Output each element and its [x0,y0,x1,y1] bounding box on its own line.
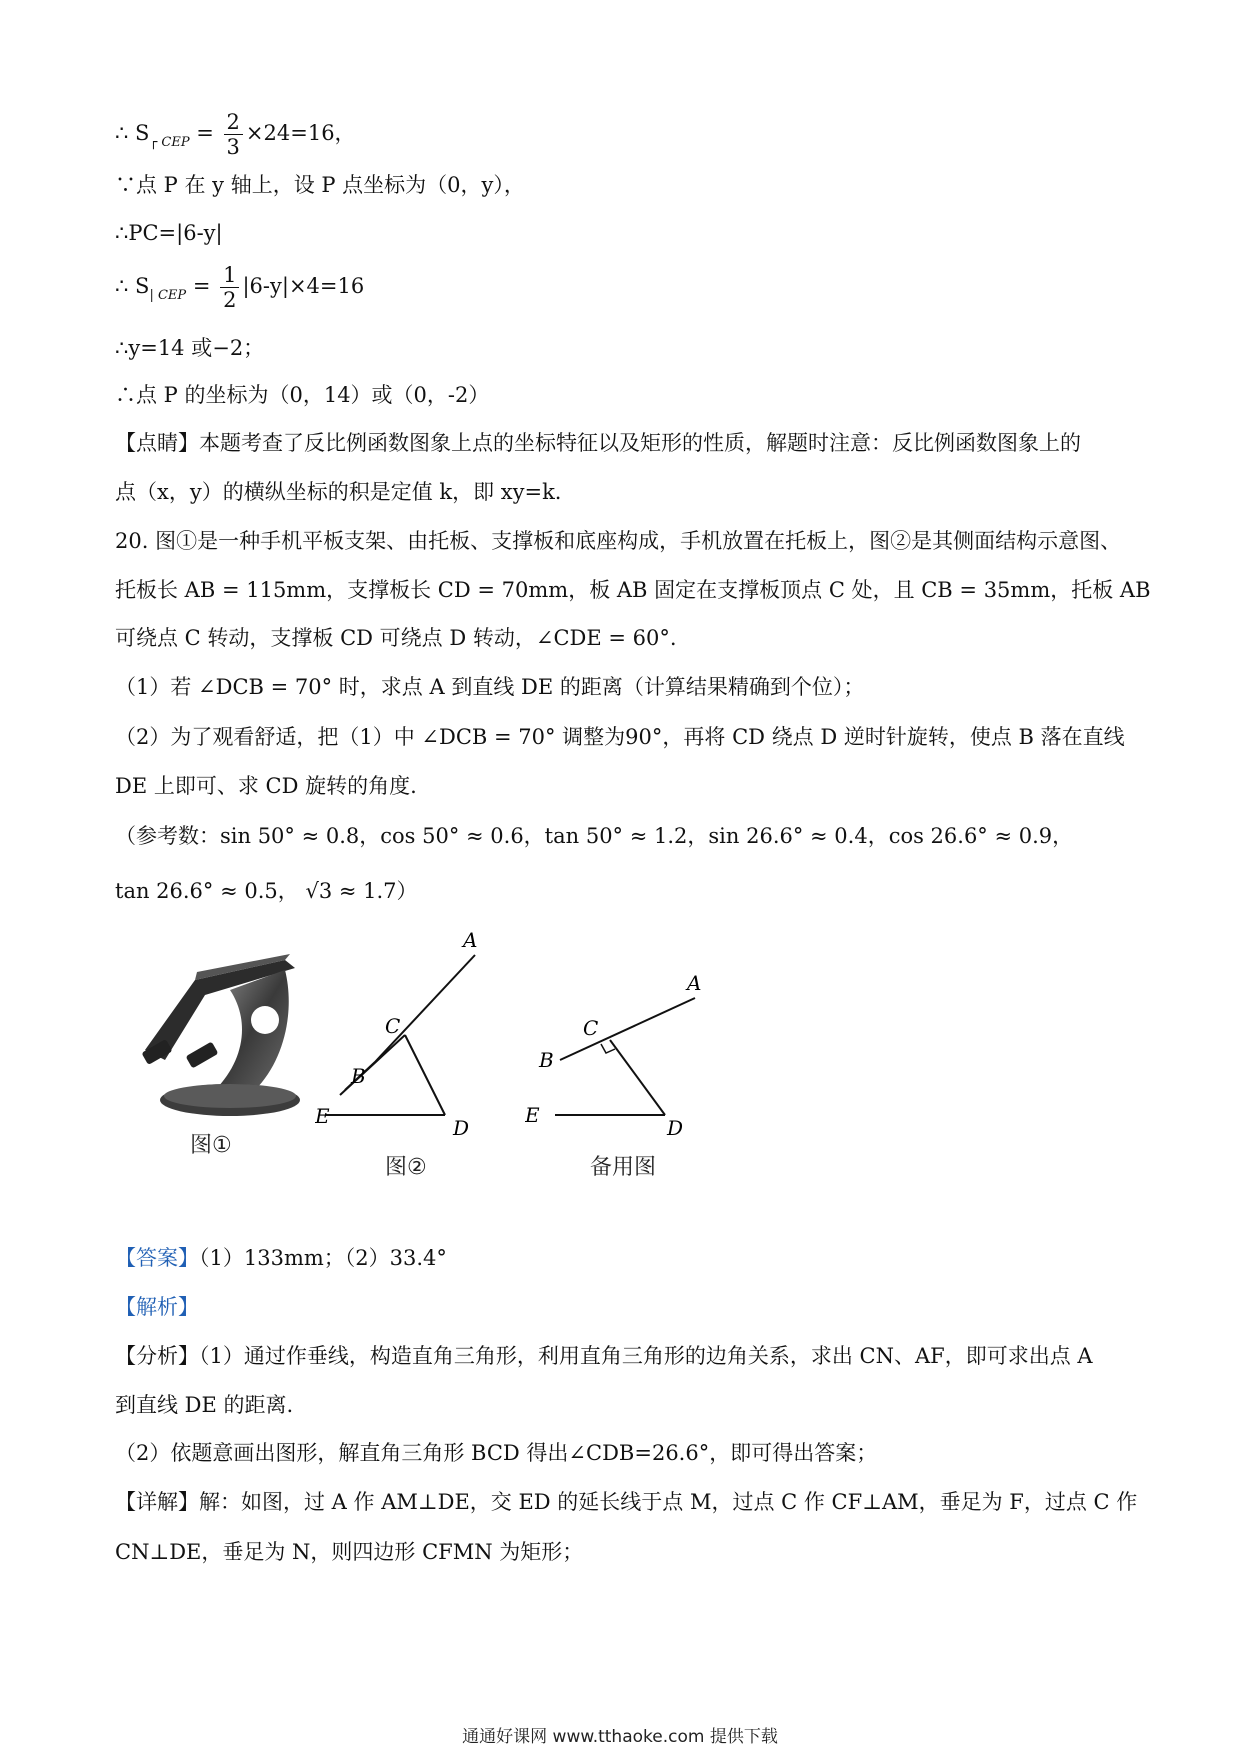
line-13: （2）为了观看舒适，把（1）中 ∠DCB = 70° 调整为90°，再将 CD 绕点 D 逆时针旋转，使点 B 落在直线 [115,725,1125,749]
line-12: （1）若 ∠DCB = 70° 时，求点 A 到直线 DE 的距离（计算结果精确到个位）； [115,675,865,699]
point-label-E: E [315,1104,330,1128]
phone-stand-photo [135,950,305,1125]
line-6: ∴点 P 的坐标为（0，14）或（0，-2） [115,383,490,407]
point-label-C: C [583,1016,599,1040]
figure-2-caption: 图② [385,1155,427,1180]
line-8: 点（x，y）的横纵坐标的积是定值 k，即 xy=k. [115,480,562,504]
point-label-A: A [687,971,702,995]
point-label-A: A [463,928,478,952]
answer-label: 【答案】 [115,1246,199,1270]
answer-line [115,1243,447,1273]
point-label-E: E [525,1103,540,1127]
line-19: 【分析】（1）通过作垂线，构造直角三角形，利用直角三角形的边角关系，求出 CN、AF，即可求出点 A [115,1344,1093,1368]
line-23: CN⊥DE，垂足为 N，则四边形 CFMN 为矩形； [115,1540,584,1564]
point-label-B: B [351,1064,366,1088]
line-2: ∵点 P 在 y 轴上，设 P 点坐标为（0，y）， [115,173,525,197]
point-label-D: D [453,1116,470,1140]
text: = [186,274,218,298]
text: tan 26.6° ≈ 0.5， [115,879,299,903]
figure-1-caption: 图① [190,1133,232,1158]
sqrt-expression: √3 [305,879,333,903]
line-5: ∴y=14 或−2； [115,336,265,360]
page-footer: 通通好课网 www.tthaoke.com 提供下载 [462,1727,778,1747]
numerator: 2 [224,110,243,135]
fraction [224,110,243,159]
backup-figure-diagram [525,945,725,1145]
line-11: 可绕点 C 转动，支撑板 CD 可绕点 D 转动，∠CDE = 60°. [115,626,677,650]
text: |6-y|×4=16 [242,274,365,298]
subscript: | CEP [149,288,187,303]
answer-text: （1）133mm；（2）33.4° [199,1246,447,1270]
denominator: 2 [223,288,237,312]
line-7: 【点睛】本题考查了反比例函数图象上点的坐标特征以及矩形的性质，解题时注意：反比例函数图象上的 [115,431,1081,455]
point-label-B: B [539,1048,554,1072]
text: ∴ S [115,274,150,298]
denominator: 3 [226,135,240,159]
line-9: 20. 图①是一种手机平板支架、由托板、支撑板和底座构成，手机放置在托板上，图②是其侧面结构示意图、 [115,529,1122,553]
line-3: ∴PC=|6-y| [115,221,223,245]
line-1 [115,110,356,159]
line-22: 【详解】解：如图，过 A 作 AM⊥DE，交 ED 的延长线于点 M，过点 C 作 CF⊥AM，垂足为 F，过点 C 作 [115,1490,1138,1514]
line-15: （参考数：sin 50° ≈ 0.8，cos 50° ≈ 0.6，tan 50° ≈ 1.2，sin 26.6° ≈ 0.4，cos 26.6° ≈ 0.9， [115,824,1074,848]
line-14: DE 上即可、求 CD 旋转的角度. [115,774,417,798]
line-21: （2）依题意画出图形，解直角三角形 BCD 得出∠CDB=26.6°，即可得出答案； [115,1441,878,1465]
text: ≈ 1.7） [332,879,418,903]
line-10: 托板长 AB = 115mm，支撑板长 CD = 70mm，板 AB 固定在支撑板顶点 C 处，且 CB = 35mm，托板 AB [115,578,1151,602]
analysis-heading: 【解析】 [115,1295,199,1319]
subscript: ┌ CEP [149,135,190,150]
line-16 [115,876,418,906]
text: ×24=16， [245,121,356,145]
numerator: 1 [220,263,239,288]
line-20: 到直线 DE 的距离. [115,1393,294,1417]
text: ∴ S [115,121,150,145]
point-label-C: C [385,1014,401,1038]
fraction [220,263,239,312]
figure-2-diagram [315,925,495,1145]
text: = [189,121,221,145]
point-label-D: D [667,1116,684,1140]
line-4 [115,263,364,312]
figure-3-caption: 备用图 [590,1155,657,1180]
